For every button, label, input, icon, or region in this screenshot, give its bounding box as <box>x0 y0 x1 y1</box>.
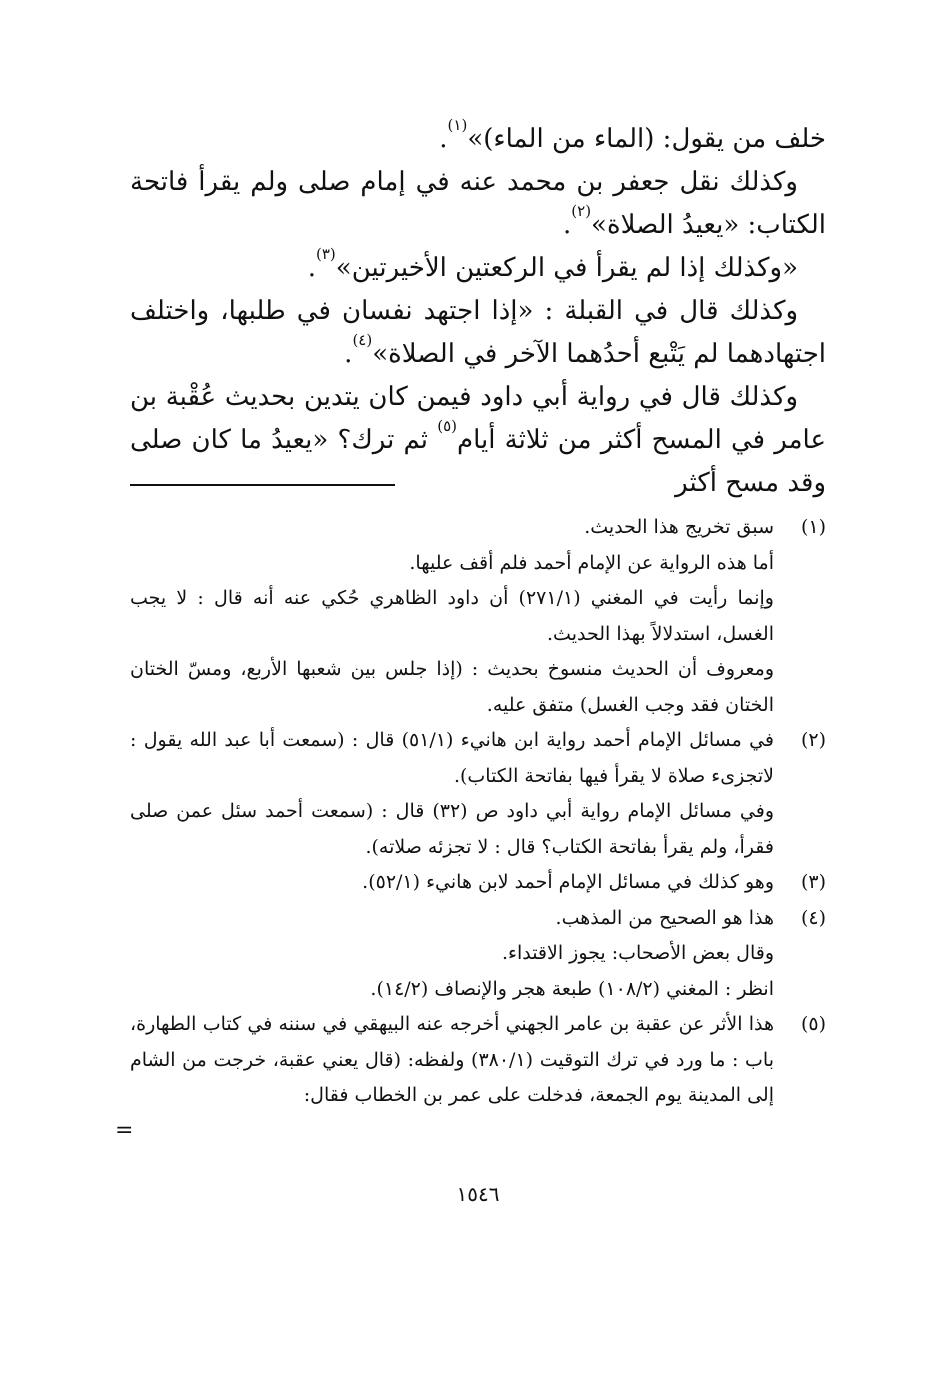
footnote-paragraph: سبق تخريج هذا الحديث. <box>584 516 774 538</box>
footnote-number: (٣) <box>800 871 826 893</box>
paragraph-end: . <box>344 339 353 369</box>
footnote-ref[interactable]: (٥) <box>437 417 458 435</box>
footnote <box>130 1007 826 1114</box>
footnote-ref[interactable]: (٤) <box>352 331 373 349</box>
footnote <box>130 723 826 865</box>
footnote-paragraph: أما هذه الرواية عن الإمام أحمد فلم أقف عليها. <box>409 551 774 574</box>
body-paragraph <box>130 290 826 376</box>
footnote <box>130 865 826 901</box>
footnote <box>130 901 826 1008</box>
footnote-body <box>130 901 774 1008</box>
footnotes-section <box>130 510 826 1114</box>
paragraph-text: وكذلك قال في القبلة : «إذا اجتهد نفسان في طلبها، واختلف اجتهادهما لم يَتْبع أحدُهما الآخر في الصلاة» <box>130 296 826 369</box>
footnote-ref[interactable]: (١) <box>447 116 468 134</box>
footnote-number: (٥) <box>800 1013 826 1035</box>
footnote-paragraph: هذا الأثر عن عقبة بن عامر الجهني أخرجه عنه البيهقي في سننه في كتاب الطهارة، باب : ما ورد في ترك التوقيت (٣٨٠/١) ولفظه: (قال يعني عقبة، خرجت من الشام إلى المدينة يوم الجمعة، فدخلت على عمر بن الخطاب فقال: <box>130 1013 774 1106</box>
paragraph-end: ثم ترك؟ «يعيدُ ما كان صلى وقد مسح أكثر <box>130 425 826 498</box>
paragraph-end: . <box>439 124 448 154</box>
body-paragraph <box>130 247 826 290</box>
footnote-paragraph: هذا هو الصحيح من المذهب. <box>555 906 774 929</box>
paragraph-text: وكذلك قال في رواية أبي داود فيمن كان يتدين بحديث عُقْبة بن عامر في المسح أكثر من ثلاثة أيام <box>130 382 826 455</box>
continuation-mark: = <box>115 1118 134 1143</box>
paragraph-text: وكذلك نقل جعفر بن محمد عنه في إمام صلى ولم يقرأ فاتحة الكتاب: «يعيدُ الصلاة» <box>130 167 826 240</box>
footnote-paragraph: انظر : المغني (١٠٨/٢) طبعة هجر والإنصاف (١٤/٢). <box>370 977 774 1000</box>
footnote-number: (٤) <box>800 906 826 929</box>
footnote-number: (٢) <box>800 729 826 751</box>
document-page <box>130 118 826 1381</box>
footnote-body <box>130 865 774 901</box>
paragraph-end: . <box>563 210 572 240</box>
footnote-paragraph: وهو كذلك في مسائل الإمام أحمد لابن هانيء (٥٢/١). <box>362 871 774 893</box>
page-number: ١٥٤٦ <box>456 1182 500 1206</box>
footnote-ref[interactable]: (٣) <box>316 245 336 263</box>
body-paragraph <box>130 161 826 247</box>
footnote-body <box>130 1007 774 1114</box>
footnote-number: (١) <box>800 516 826 538</box>
footnote-paragraph: وفي مسائل الإمام رواية أبي داود ص (٣٢) قال : (سمعت أحمد سئل عمن صلى فقرأ، ولم يقرأ بفاتحة الكتاب؟ قال : لا تجزئه صلاته). <box>130 800 774 858</box>
footnote-paragraph: وإنما رأيت في المغني (٢٧١/١) أن داود الظاهري حُكي عنه أنه قال : لا يجب الغسل، استدلالاً بهذا الحديث. <box>130 587 774 645</box>
footnote-body <box>130 723 774 865</box>
body-paragraph <box>130 118 826 161</box>
footnote-paragraph: في مسائل الإمام أحمد رواية ابن هانيء (٥١/١) قال : (سمعت أبا عبد الله يقول : لاتجزىء صلاة لا يقرأ فيها بفاتحة الكتاب). <box>130 729 775 787</box>
main-text <box>130 118 826 505</box>
footnote-ref[interactable]: (٢) <box>571 202 592 220</box>
paragraph-text: خلف من يقول: (الماء من الماء)» <box>467 124 826 154</box>
footnote-separator <box>130 484 395 486</box>
paragraph-text: «وكذلك إذا لم يقرأ في الركعتين الأخيرتين» <box>335 253 798 283</box>
paragraph-end: . <box>307 253 316 283</box>
footnote <box>130 510 826 723</box>
footnote-body <box>130 510 774 723</box>
footnote-paragraph: وقال بعض الأصحاب: يجوز الاقتداء. <box>501 942 774 964</box>
footnote-paragraph: ومعروف أن الحديث منسوخ بحديث : (إذا جلس بين شعبها الأربع، ومسّ الختان الختان فقد وجب الغسل) متفق عليه. <box>130 658 774 716</box>
